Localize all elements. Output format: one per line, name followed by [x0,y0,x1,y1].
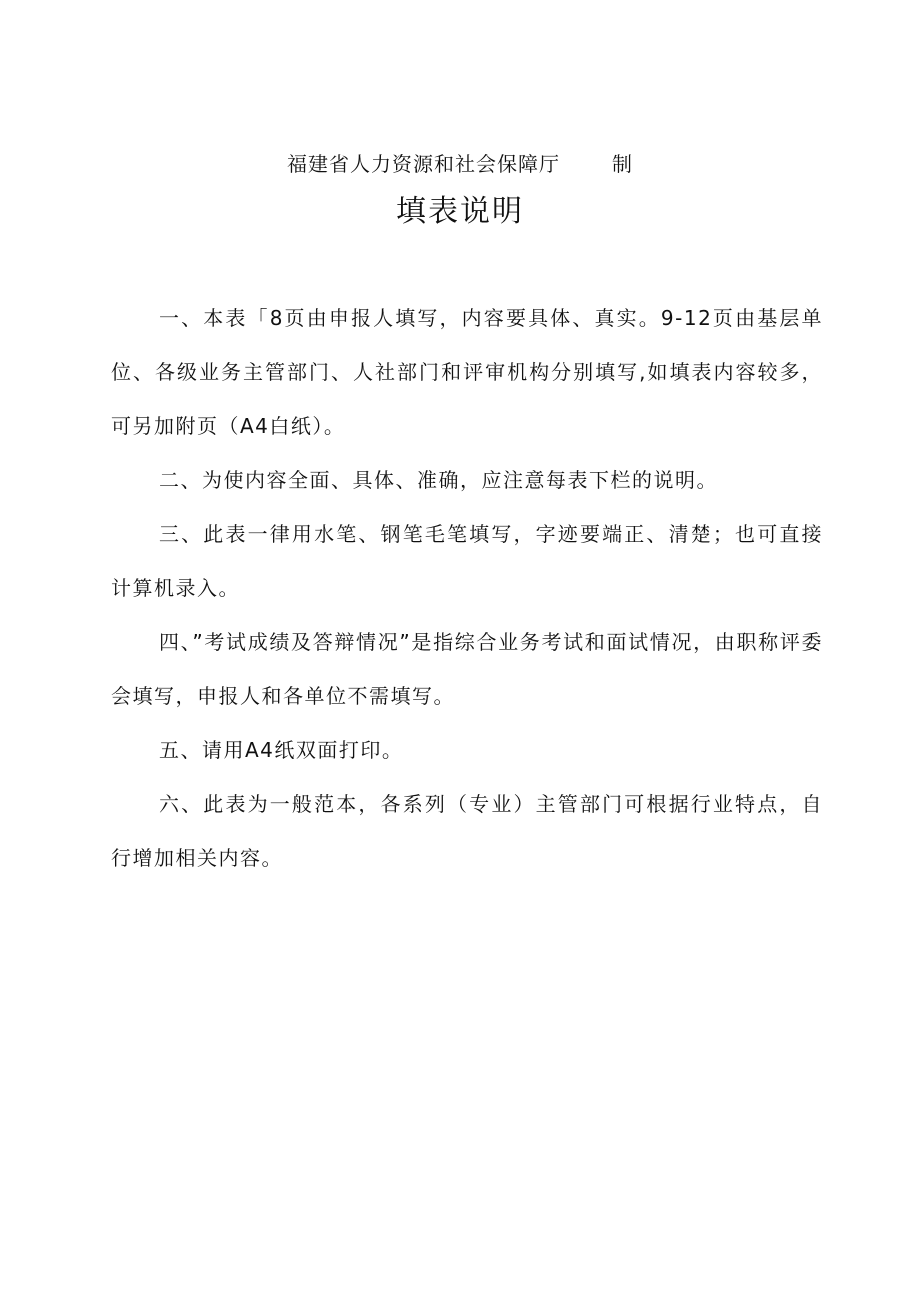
instructions-list [111,291,823,885]
instruction-item: 五、请用A4纸双面打印。 [159,738,404,762]
instruction-item: 三、此表一律用水笔、钢笔毛笔填写，字迹要端正、清楚；也可直接计算机录入。 [111,522,823,600]
page-title: 填表说明 [396,194,524,229]
issuer-suffix: 制 [612,152,633,176]
instruction-item: 四、”考试成绩及答辩情况”是指综合业务考试和面试情况，由职称评委会填写，申报人和各单位不需填写。 [111,630,823,708]
instruction-item: 六、此表为一般范本，各系列（专业）主管部门可根据行业特点，自行增加相关内容。 [111,792,823,870]
issuer-name: 福建省人力资源和社会保障厅 [287,152,560,176]
issuer-line [0,148,920,177]
instruction-item: 一、本表「8页由申报人填写，内容要具体、真实。9-12页由基层单位、各级业务主管部门、人社部门和评审机构分别填写,如填表内容较多，可另加附页（A4白纸）。 [111,306,823,438]
instruction-item: 二、为使内容全面、具体、准确，应注意每表下栏的说明。 [159,468,718,492]
